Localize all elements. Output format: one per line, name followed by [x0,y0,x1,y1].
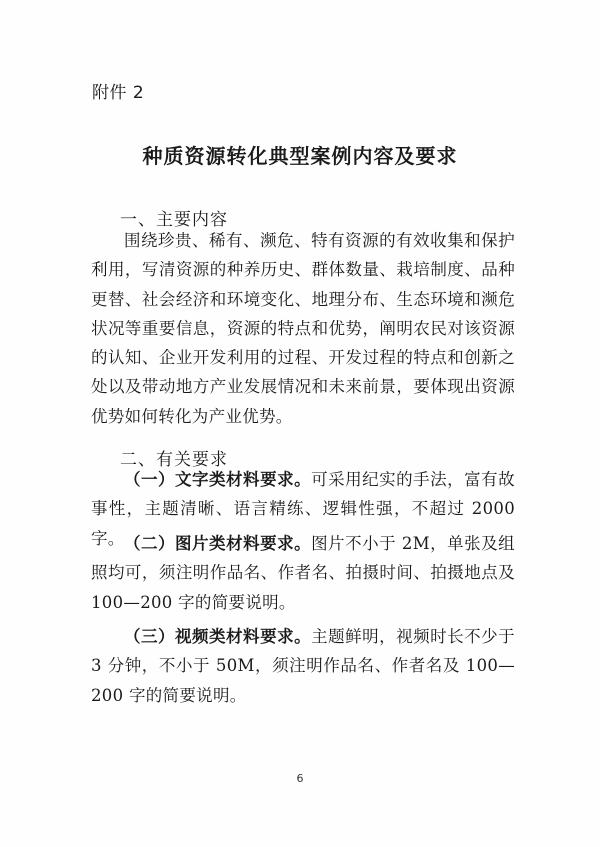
requirement-video-materials [91,622,515,710]
document-title: 种质资源转化典型案例内容及要求 [142,144,458,168]
requirement-text: 图片不小于 2M，单张及组照均可，须注明作品名、作者名、拍摄时间、拍摄地点及 100—200 字的简要说明。 [91,534,515,612]
requirement-text: 主题鲜明，视频时长不少于 3 分钟，不小于 50M，须注明作品名、作者名及 100—200 字的简要说明。 [91,627,515,705]
requirement-label: （三）视频类材料要求。 [124,627,312,646]
requirement-label: （一）文字类材料要求。 [124,470,312,489]
requirement-image-materials [91,529,515,617]
section-heading-requirements: 二、有关要求 [120,450,228,470]
attachment-label: 附件 2 [92,83,145,103]
page-number: 6 [296,772,304,785]
requirement-text: 可采用纪实的手法，富有故事性，主题清晰、语言精练、逻辑性强，不超过 2000 字。 [91,470,515,548]
section-heading-main-content: 一、主要内容 [120,210,228,230]
requirement-label: （二）图片类材料要求。 [124,534,312,553]
section-main-content-paragraph: 围绕珍贵、稀有、濒危、特有资源的有效收集和保护利用，写清资源的种养历史、群体数量、栽培制度、品种更替、社会经济和环境变化、地理分布、生态环境和濒危状况等重要信息，资源的特点和优势，阐明农民对该资源的认知、企业开发利用的过程、开发过程的特点和创新之处以及带动地方产业发展情况和未来前景，要体现出资源优势如何转化为产业优势。 [91,231,515,426]
